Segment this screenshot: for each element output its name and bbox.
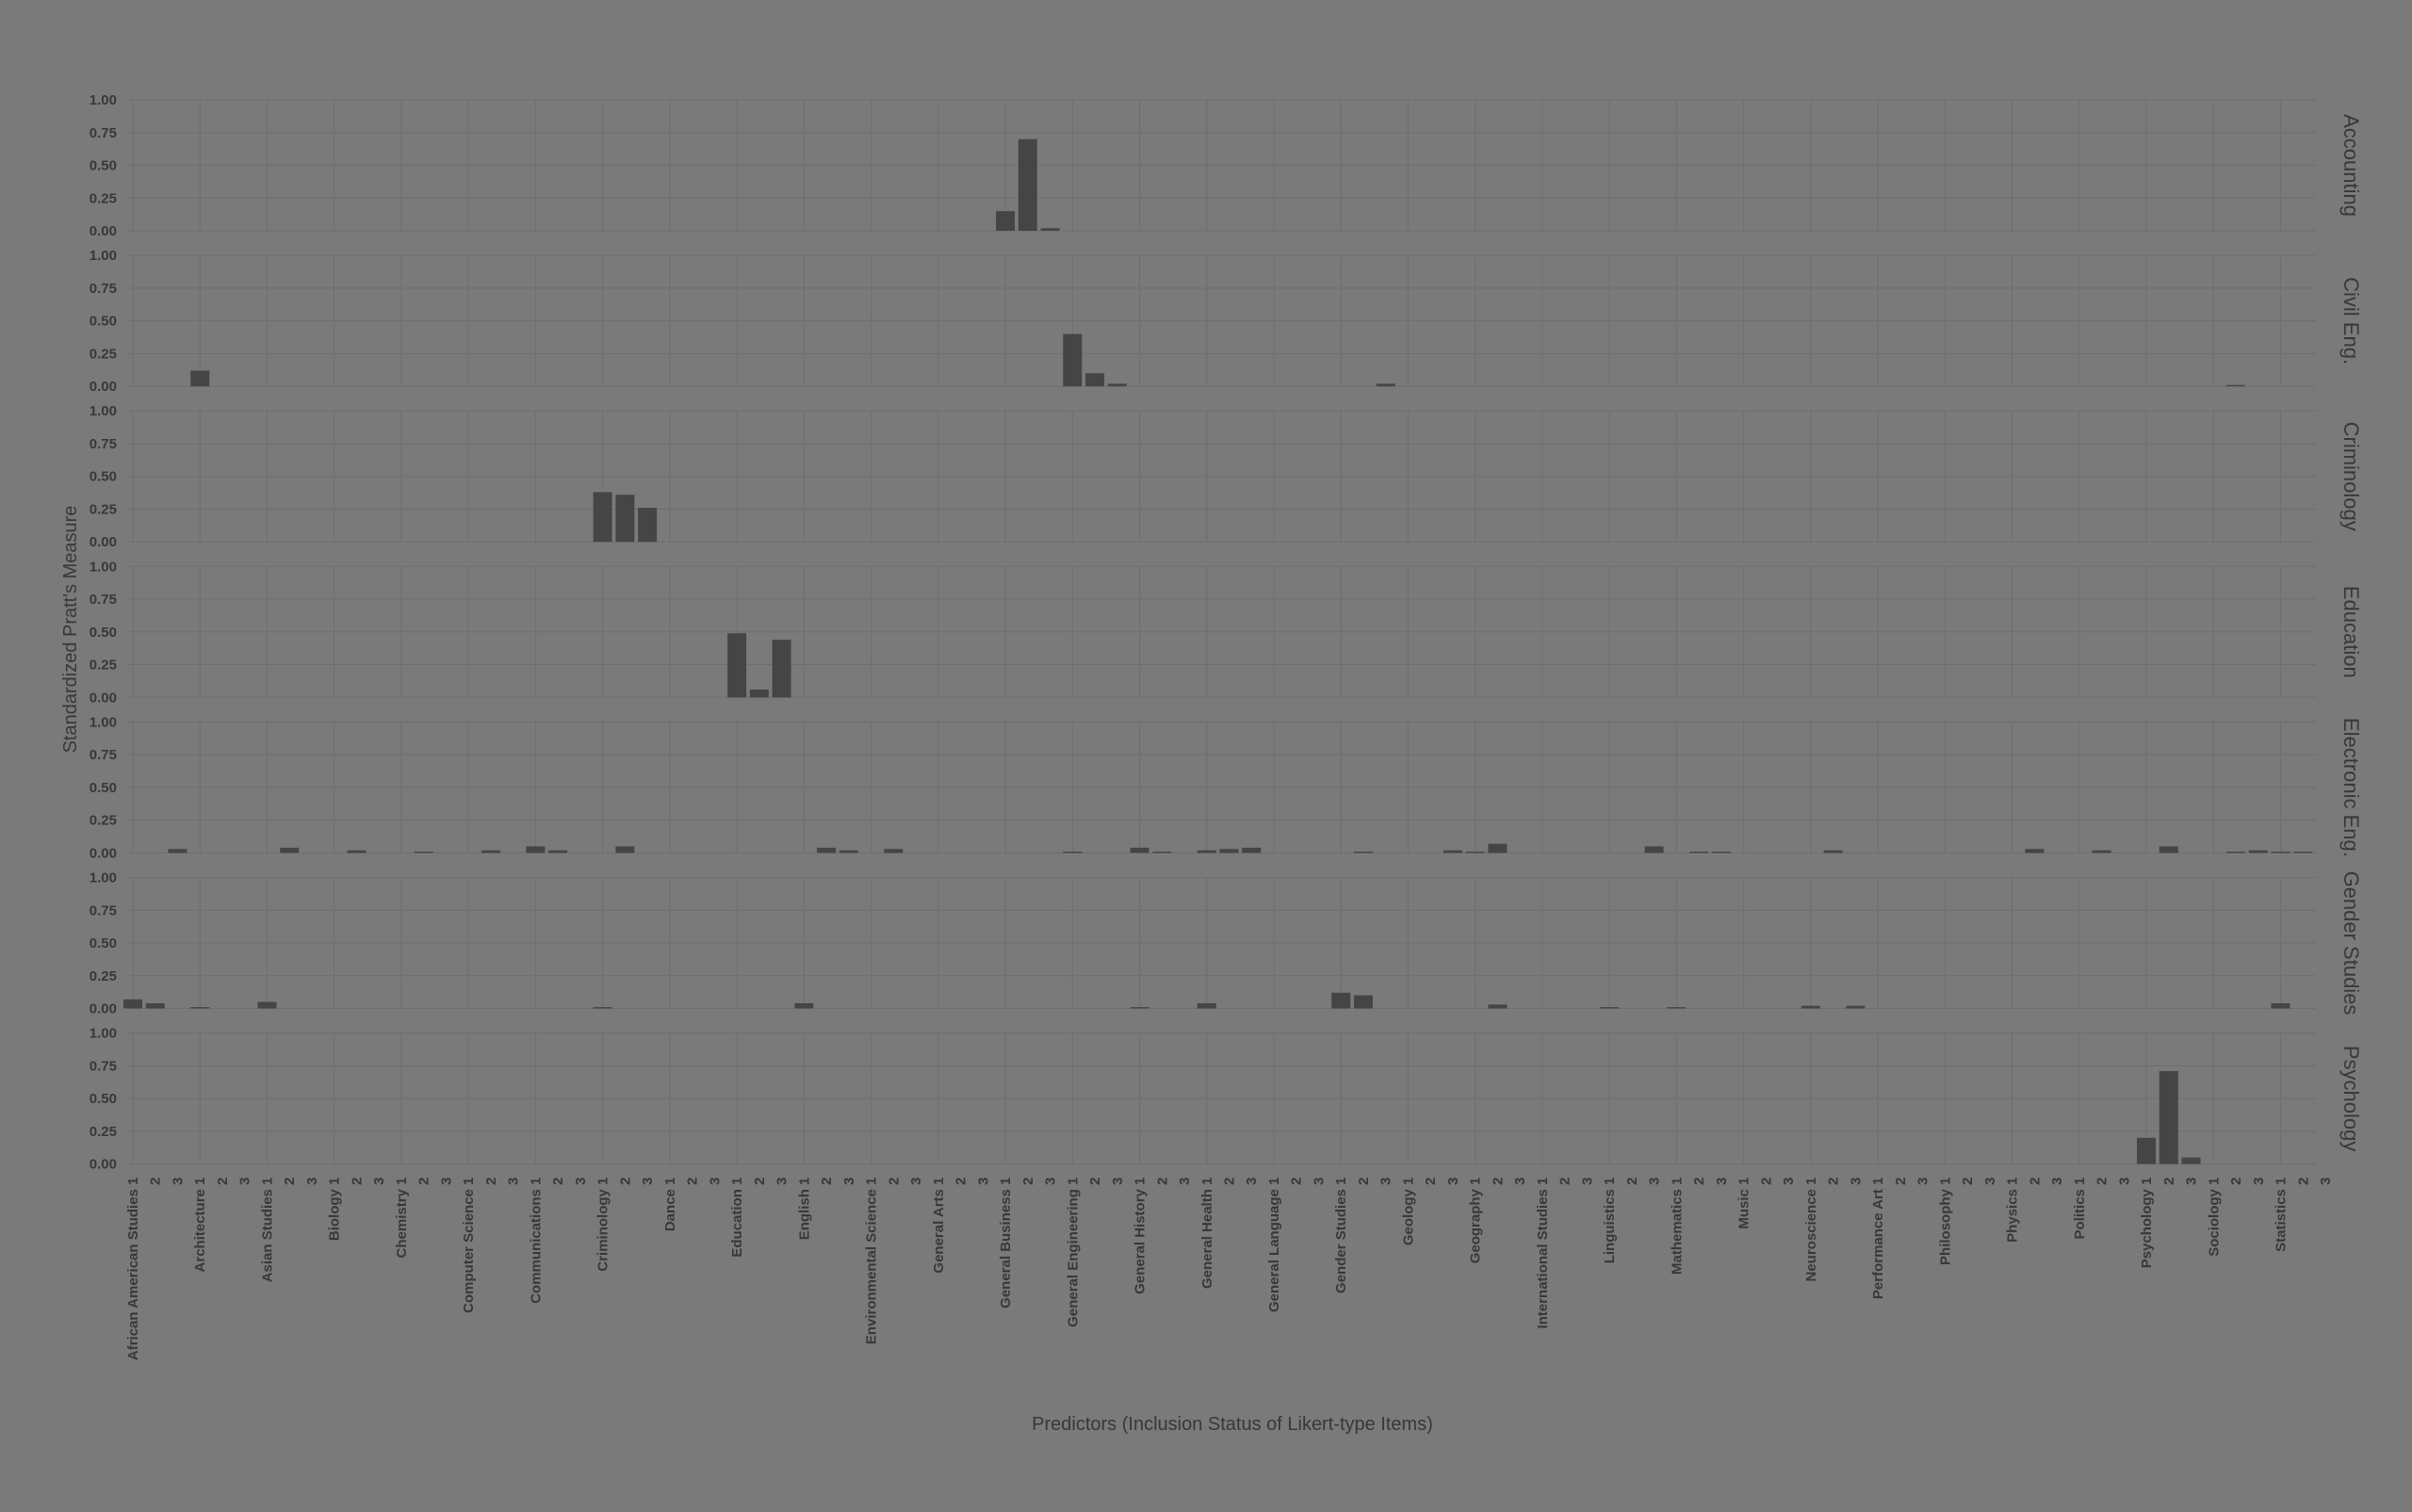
bar xyxy=(2093,851,2111,854)
x-axis-title: Predictors (Inclusion Status of Likert-type Items) xyxy=(1032,1414,1433,1435)
y-tick-label: 0.50 xyxy=(89,468,117,485)
bar xyxy=(1041,228,1060,231)
y-tick-label: 0.75 xyxy=(89,435,117,452)
bar xyxy=(1019,139,1037,231)
bar xyxy=(1131,1007,1149,1008)
bar xyxy=(615,846,634,853)
x-tick-label: 2 xyxy=(282,1177,299,1185)
bar xyxy=(638,508,657,542)
x-tick-label: English 1 xyxy=(796,1177,813,1241)
y-tick-label: 1.00 xyxy=(89,714,117,731)
x-tick-label: 2 xyxy=(617,1177,634,1185)
x-tick-label: Performance Art 1 xyxy=(1870,1177,1887,1300)
bar xyxy=(1354,996,1373,1009)
bars-layer xyxy=(123,139,2312,1164)
x-tick-label: Communications 1 xyxy=(528,1177,545,1304)
y-tick-label: 0.00 xyxy=(89,534,117,551)
x-tick-label: 2 xyxy=(2094,1177,2110,1185)
bar xyxy=(1220,849,1239,853)
x-tick-label: 3 xyxy=(1512,1177,1529,1185)
x-tick-label: 3 xyxy=(1848,1177,1865,1185)
bar xyxy=(1600,1007,1619,1008)
bar xyxy=(280,848,299,854)
x-tick-label: African American Studies 1 xyxy=(125,1177,141,1361)
bar xyxy=(1466,852,1485,853)
x-tick-label: General Business 1 xyxy=(998,1177,1015,1309)
y-ticks-layer xyxy=(90,92,117,1173)
bar xyxy=(1198,1003,1216,1009)
y-tick-label: 0.75 xyxy=(89,280,117,297)
bar xyxy=(1824,851,1843,854)
x-tick-label: 2 xyxy=(1490,1177,1507,1185)
bar xyxy=(190,370,209,386)
x-tick-label: 3 xyxy=(1915,1177,1931,1185)
x-tick-label: 2 xyxy=(886,1177,903,1185)
x-tick-label: General Language 1 xyxy=(1265,1177,1282,1312)
x-tick-label: 3 xyxy=(572,1177,589,1185)
bar xyxy=(347,851,366,854)
bar xyxy=(2159,846,2178,853)
bar xyxy=(996,211,1015,231)
x-tick-label: 2 xyxy=(1556,1177,1573,1185)
bar xyxy=(1198,851,1216,854)
bar xyxy=(1846,1006,1865,1009)
bar xyxy=(615,495,634,542)
bar xyxy=(1331,993,1350,1009)
x-tick-label: 2 xyxy=(214,1177,231,1185)
facet-strip-label: Criminology xyxy=(2339,421,2363,531)
y-tick-label: 0.50 xyxy=(89,157,117,174)
bar xyxy=(1108,383,1127,386)
x-tick-label: Chemistry 1 xyxy=(393,1177,410,1259)
x-tick-label: 2 xyxy=(1825,1177,1842,1185)
x-tick-label: 2 xyxy=(1087,1177,1104,1185)
bar xyxy=(2249,851,2268,854)
bar xyxy=(1152,852,1171,853)
y-tick-label: 0.25 xyxy=(89,190,117,207)
y-tick-label: 0.00 xyxy=(89,690,117,707)
x-tick-label: General History 1 xyxy=(1132,1177,1149,1294)
x-tick-label: General Arts 1 xyxy=(930,1177,947,1274)
x-tick-label: 3 xyxy=(1244,1177,1261,1185)
y-tick-label: 0.25 xyxy=(89,1123,117,1140)
x-tick-label: 2 xyxy=(1221,1177,1238,1185)
bar xyxy=(1085,373,1104,386)
y-tick-label: 1.00 xyxy=(89,248,117,265)
x-tick-label: 3 xyxy=(236,1177,253,1185)
bar xyxy=(2025,849,2044,853)
y-tick-label: 0.25 xyxy=(89,812,117,829)
y-axis-title: Standardized Pratt's Measure xyxy=(60,505,81,754)
facet-strip-label: Education xyxy=(2339,585,2363,678)
y-tick-label: 0.75 xyxy=(89,902,117,919)
x-tick-label: Criminology 1 xyxy=(595,1177,611,1272)
x-tick-label: 3 xyxy=(1713,1177,1730,1185)
bar xyxy=(884,849,903,853)
y-tick-label: 0.00 xyxy=(89,223,117,239)
x-tick-label: 2 xyxy=(1355,1177,1372,1185)
bar xyxy=(817,848,836,854)
facet-strip-label: Electronic Eng. xyxy=(2339,717,2363,857)
y-tick-label: 0.25 xyxy=(89,657,117,674)
bar xyxy=(548,851,567,854)
x-tick-label: Statistics 1 xyxy=(2273,1177,2290,1252)
x-tick-label: 2 xyxy=(1623,1177,1640,1185)
x-tick-label: Philosophy 1 xyxy=(1937,1177,1954,1265)
x-tick-label: 2 xyxy=(416,1177,432,1185)
y-tick-label: 0.50 xyxy=(89,624,117,641)
x-tick-label: 3 xyxy=(1311,1177,1328,1185)
x-tick-label: 2 xyxy=(1892,1177,1909,1185)
y-tick-label: 0.75 xyxy=(89,124,117,141)
x-tick-label: 3 xyxy=(1177,1177,1194,1185)
bar xyxy=(2182,1158,2201,1164)
bar xyxy=(1488,1004,1507,1008)
bar xyxy=(2293,852,2312,853)
x-tick-label: Architecture 1 xyxy=(192,1177,209,1273)
x-tick-label: 3 xyxy=(2250,1177,2267,1185)
x-tick-label: 2 xyxy=(349,1177,366,1185)
x-tick-label: 3 xyxy=(1444,1177,1461,1185)
facet-strip-label: Psychology xyxy=(2339,1045,2363,1152)
bar xyxy=(1667,1007,1686,1008)
bar xyxy=(1443,851,1462,854)
bar xyxy=(2159,1071,2178,1164)
x-tick-label: Geography 1 xyxy=(1467,1177,1484,1264)
x-tick-label: 3 xyxy=(170,1177,187,1185)
y-tick-label: 0.25 xyxy=(89,967,117,984)
x-tick-label: 2 xyxy=(1758,1177,1775,1185)
x-tick-label: Geology 1 xyxy=(1400,1177,1417,1246)
bar xyxy=(2272,852,2290,853)
x-tick-label: 2 xyxy=(1960,1177,1977,1185)
y-tick-label: 0.00 xyxy=(89,379,117,396)
x-tick-label: General Engineering 1 xyxy=(1065,1177,1082,1327)
bar xyxy=(773,640,791,697)
bar xyxy=(1801,1006,1820,1009)
x-tick-label: 3 xyxy=(371,1177,388,1185)
bar xyxy=(1645,846,1664,853)
x-tick-label: Sociology 1 xyxy=(2206,1177,2223,1257)
x-tick-label: Physics 1 xyxy=(2004,1177,2021,1243)
y-tick-label: 0.50 xyxy=(89,1091,117,1108)
x-tick-label: Gender Studies 1 xyxy=(1333,1177,1350,1293)
bar xyxy=(146,1003,165,1009)
x-tick-label: 2 xyxy=(1019,1177,1036,1185)
x-tick-label: 3 xyxy=(774,1177,790,1185)
x-tick-label: 3 xyxy=(1377,1177,1394,1185)
bar xyxy=(190,1007,209,1008)
x-tick-label: Asian Studies 1 xyxy=(259,1177,276,1283)
x-tick-label: Education 1 xyxy=(729,1177,746,1258)
bar xyxy=(794,1003,813,1009)
x-tick-label: 2 xyxy=(482,1177,499,1185)
y-tick-label: 0.50 xyxy=(89,779,117,796)
bar xyxy=(168,849,187,853)
x-tick-label: Music 1 xyxy=(1736,1177,1752,1229)
y-tick-label: 1.00 xyxy=(89,1025,117,1042)
bar xyxy=(257,1002,276,1009)
x-tick-label: 2 xyxy=(1288,1177,1305,1185)
x-tick-label: 2 xyxy=(2228,1177,2245,1185)
y-tick-label: 1.00 xyxy=(89,92,117,108)
x-tick-label: 3 xyxy=(640,1177,657,1185)
y-tick-label: 1.00 xyxy=(89,870,117,886)
bar xyxy=(2272,1003,2290,1009)
y-tick-label: 0.00 xyxy=(89,1156,117,1173)
bar xyxy=(2226,385,2245,386)
x-tick-label: 2 xyxy=(2295,1177,2312,1185)
bar xyxy=(1689,852,1708,853)
bar xyxy=(2226,852,2245,853)
x-tick-label: Biology 1 xyxy=(326,1177,343,1242)
y-tick-label: 1.00 xyxy=(89,403,117,420)
y-tick-label: 0.75 xyxy=(89,592,117,609)
bar xyxy=(1063,852,1082,853)
x-tick-label: 3 xyxy=(908,1177,925,1185)
x-tick-label: 3 xyxy=(1109,1177,1126,1185)
x-tick-label: International Studies 1 xyxy=(1534,1177,1551,1329)
x-tick-label: 3 xyxy=(438,1177,455,1185)
x-tick-label: Neuroscience 1 xyxy=(1802,1177,1819,1282)
y-tick-label: 0.50 xyxy=(89,313,117,330)
x-tick-label: 3 xyxy=(840,1177,857,1185)
y-tick-label: 0.75 xyxy=(89,1058,117,1075)
x-tick-label: 2 xyxy=(1423,1177,1440,1185)
x-tick-label: 2 xyxy=(953,1177,970,1185)
x-tick-label: 3 xyxy=(2183,1177,2200,1185)
y-tick-label: 1.00 xyxy=(89,559,117,576)
x-tick-label: 2 xyxy=(751,1177,768,1185)
x-ticks-layer xyxy=(125,1178,2334,1361)
y-tick-label: 0.50 xyxy=(89,935,117,951)
x-tick-label: Psychology 1 xyxy=(2139,1177,2156,1269)
facet-strip-label: Gender Studies xyxy=(2339,870,2363,1016)
bar xyxy=(2137,1138,2156,1164)
x-tick-label: 3 xyxy=(505,1177,522,1185)
bar xyxy=(526,846,545,853)
bar xyxy=(594,1007,612,1008)
x-tick-label: Mathematics 1 xyxy=(1669,1177,1686,1275)
y-tick-label: 0.00 xyxy=(89,845,117,862)
y-tick-label: 0.00 xyxy=(89,1000,117,1017)
facet-strips-layer xyxy=(2339,114,2363,1151)
x-tick-label: Politics 1 xyxy=(2071,1177,2088,1240)
x-tick-label: 3 xyxy=(2116,1177,2133,1185)
x-tick-label: Dance 1 xyxy=(661,1177,678,1232)
x-tick-label: General Health 1 xyxy=(1198,1177,1215,1289)
facet-strip-label: Accounting xyxy=(2339,114,2363,217)
x-tick-label: 3 xyxy=(707,1177,724,1185)
x-tick-label: 3 xyxy=(2049,1177,2066,1185)
x-tick-label: 3 xyxy=(1781,1177,1798,1185)
x-tick-label: 3 xyxy=(1579,1177,1596,1185)
x-tick-label: Environmental Science 1 xyxy=(863,1177,880,1345)
facet-strip-label: Civil Eng. xyxy=(2339,277,2363,366)
x-tick-label: 2 xyxy=(147,1177,164,1185)
x-tick-label: 3 xyxy=(1981,1177,1998,1185)
bar xyxy=(750,690,769,697)
x-tick-label: Linguistics 1 xyxy=(1602,1177,1619,1264)
bar xyxy=(1131,848,1149,854)
bar xyxy=(415,852,433,853)
x-tick-label: Computer Science 1 xyxy=(461,1177,478,1313)
x-tick-label: 2 xyxy=(684,1177,701,1185)
bar xyxy=(1377,383,1395,386)
x-tick-label: 2 xyxy=(550,1177,567,1185)
bar xyxy=(1354,852,1373,853)
bar xyxy=(481,851,500,854)
x-tick-label: 3 xyxy=(1042,1177,1059,1185)
x-tick-label: 2 xyxy=(2027,1177,2044,1185)
x-tick-label: 3 xyxy=(1646,1177,1663,1185)
y-tick-label: 0.75 xyxy=(89,747,117,764)
x-tick-label: 2 xyxy=(819,1177,836,1185)
x-tick-label: 3 xyxy=(303,1177,320,1185)
bar xyxy=(839,851,858,854)
bar xyxy=(1488,844,1507,854)
grid-layer xyxy=(128,100,2316,1164)
x-tick-label: 3 xyxy=(2318,1177,2334,1185)
bar xyxy=(123,1000,142,1009)
x-tick-label: 2 xyxy=(1691,1177,1708,1185)
y-tick-label: 0.25 xyxy=(89,346,117,363)
x-tick-label: 2 xyxy=(2160,1177,2177,1185)
bar xyxy=(1242,848,1261,854)
bar xyxy=(1063,334,1082,387)
bar xyxy=(727,633,746,697)
bar xyxy=(594,492,612,542)
x-tick-label: 3 xyxy=(975,1177,992,1185)
bar xyxy=(1712,852,1731,853)
y-tick-label: 0.25 xyxy=(89,501,117,518)
x-tick-label: 2 xyxy=(1154,1177,1171,1185)
